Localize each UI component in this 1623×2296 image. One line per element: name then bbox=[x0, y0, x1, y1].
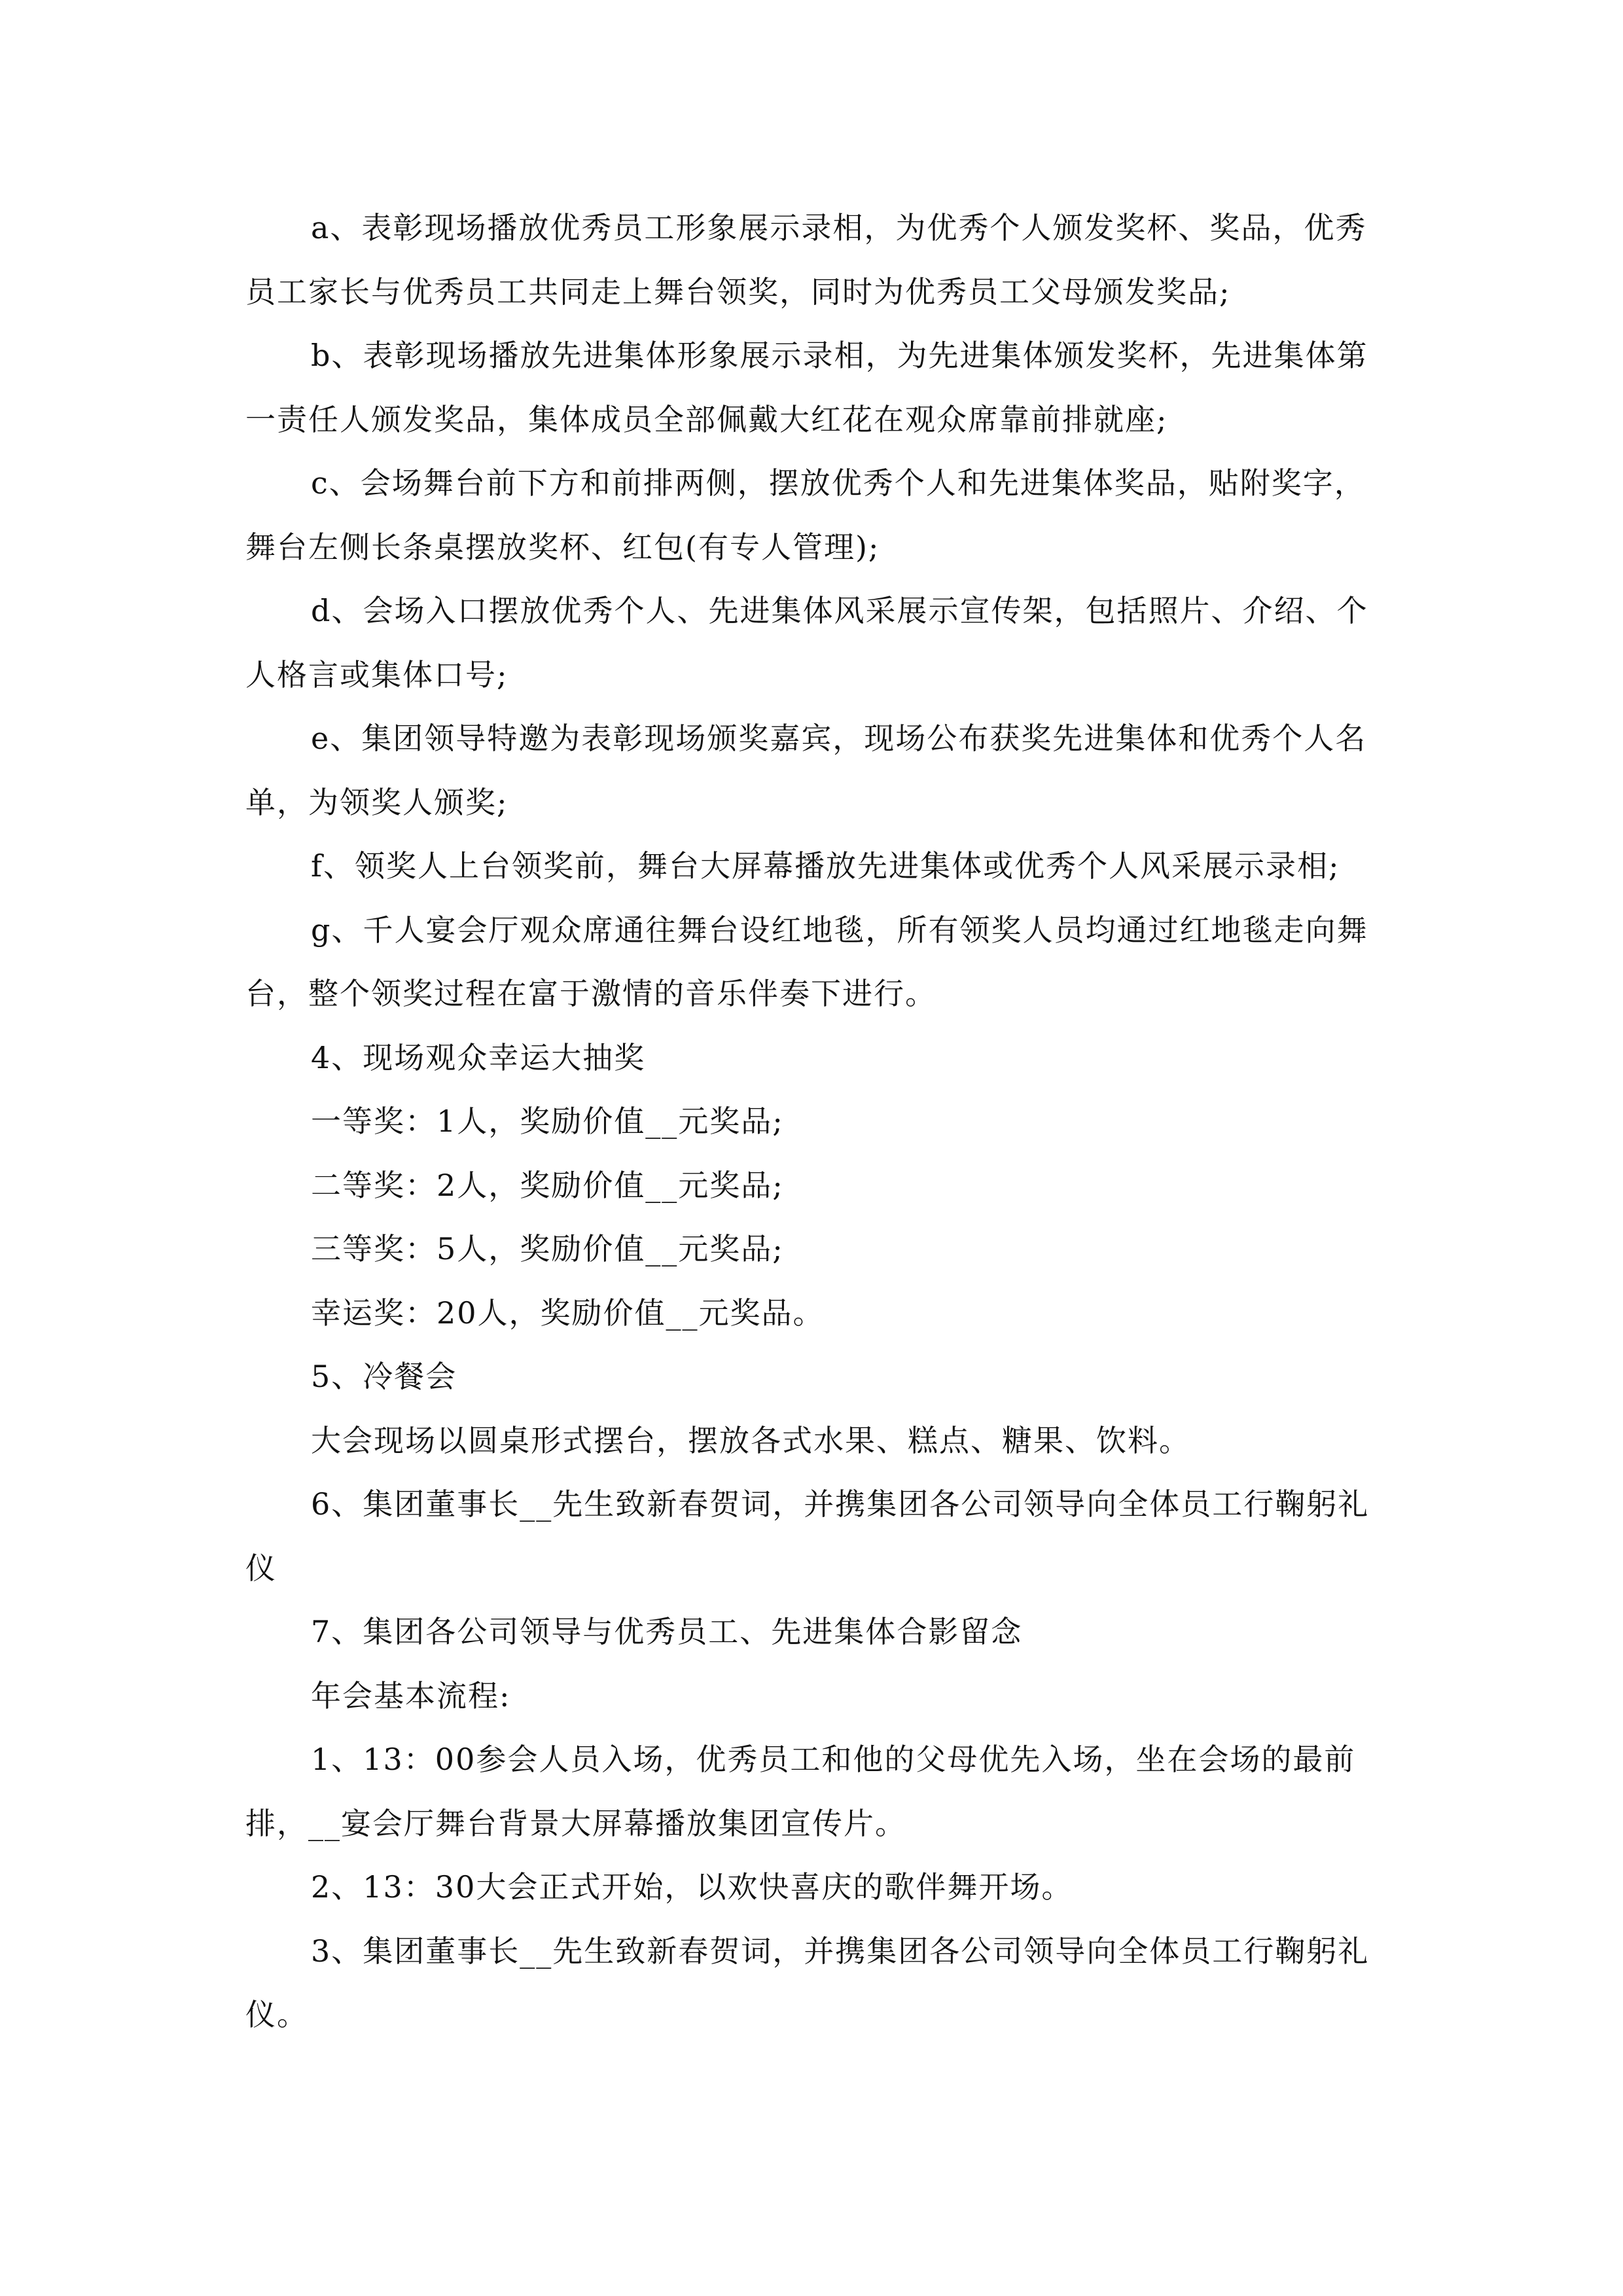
paragraph-award-g: g、千人宴会厅观众席通往舞台设红地毯，所有领奖人员均通过红地毯走向舞台，整个领奖过程在富于激情的音乐伴奏下进行。 bbox=[245, 912, 1368, 1011]
paragraph-award-f: f、领奖人上台领奖前，舞台大屏幕播放先进集体或优秀个人风采展示录相; bbox=[311, 848, 1340, 884]
heading-lucky-draw: 4、现场观众幸运大抽奖 bbox=[311, 1039, 646, 1075]
paragraph-award-d: d、会场入口摆放优秀个人、先进集体风采展示宣传架，包括照片、介绍、个人格言或集体口号; bbox=[245, 593, 1368, 692]
paragraph-chairman-speech: 6、集团董事长__先生致新春贺词，并携集团各公司领导向全体员工行鞠躬礼仪 bbox=[245, 1486, 1370, 1586]
heading-basic-flow: 年会基本流程: bbox=[311, 1677, 511, 1713]
prize-third: 三等奖：5人，奖励价值__元奖品; bbox=[311, 1231, 784, 1266]
paragraph-award-b: b、表彰现场播放先进集体形象展示录相，为先进集体颁发奖杯，先进集体第一责任人颁发奖品，集体成员全部佩戴大红花在观众席靠前排就座; bbox=[245, 338, 1368, 437]
paragraph-group-photo: 7、集团各公司领导与优秀员工、先进集体合影留念 bbox=[311, 1614, 1023, 1649]
flow-step-2: 2、13：30大会正式开始，以欢快喜庆的歌伴舞开场。 bbox=[311, 1869, 1073, 1905]
paragraph-award-c: c、会场舞台前下方和前排两侧，摆放优秀个人和先进集体奖品，贴附奖字，舞台左侧长条桌摆放奖杯、红包(有专人管理); bbox=[245, 465, 1366, 565]
prize-second: 二等奖：2人，奖励价值__元奖品; bbox=[311, 1167, 784, 1203]
paragraph-award-a: a、表彰现场播放优秀员工形象展示录相，为优秀个人颁发奖杯、奖品，优秀员工家长与优秀员工共同走上舞台领奖，同时为优秀员工父母颁发奖品; bbox=[245, 210, 1367, 310]
document-body bbox=[245, 196, 1387, 2047]
paragraph-buffet: 大会现场以圆桌形式摆台，摆放各式水果、糕点、糖果、饮料。 bbox=[311, 1422, 1190, 1458]
heading-buffet: 5、冷餐会 bbox=[311, 1359, 457, 1394]
flow-step-3: 3、集团董事长__先生致新春贺词，并携集团各公司领导向全体员工行鞠躬礼仪。 bbox=[245, 1933, 1370, 2032]
prize-first: 一等奖：1人，奖励价值__元奖品; bbox=[311, 1103, 784, 1139]
paragraph-award-e: e、集团领导特邀为表彰现场颁奖嘉宾，现场公布获奖先进集体和优秀个人名单，为领奖人颁奖; bbox=[245, 721, 1367, 820]
prize-lucky: 幸运奖：20人，奖励价值__元奖品。 bbox=[311, 1295, 825, 1331]
flow-step-1: 1、13：00参会人员入场，优秀员工和他的父母优先入场，坐在会场的最前排，__宴会厅舞台背景大屏幕播放集团宣传片。 bbox=[245, 1742, 1356, 1841]
